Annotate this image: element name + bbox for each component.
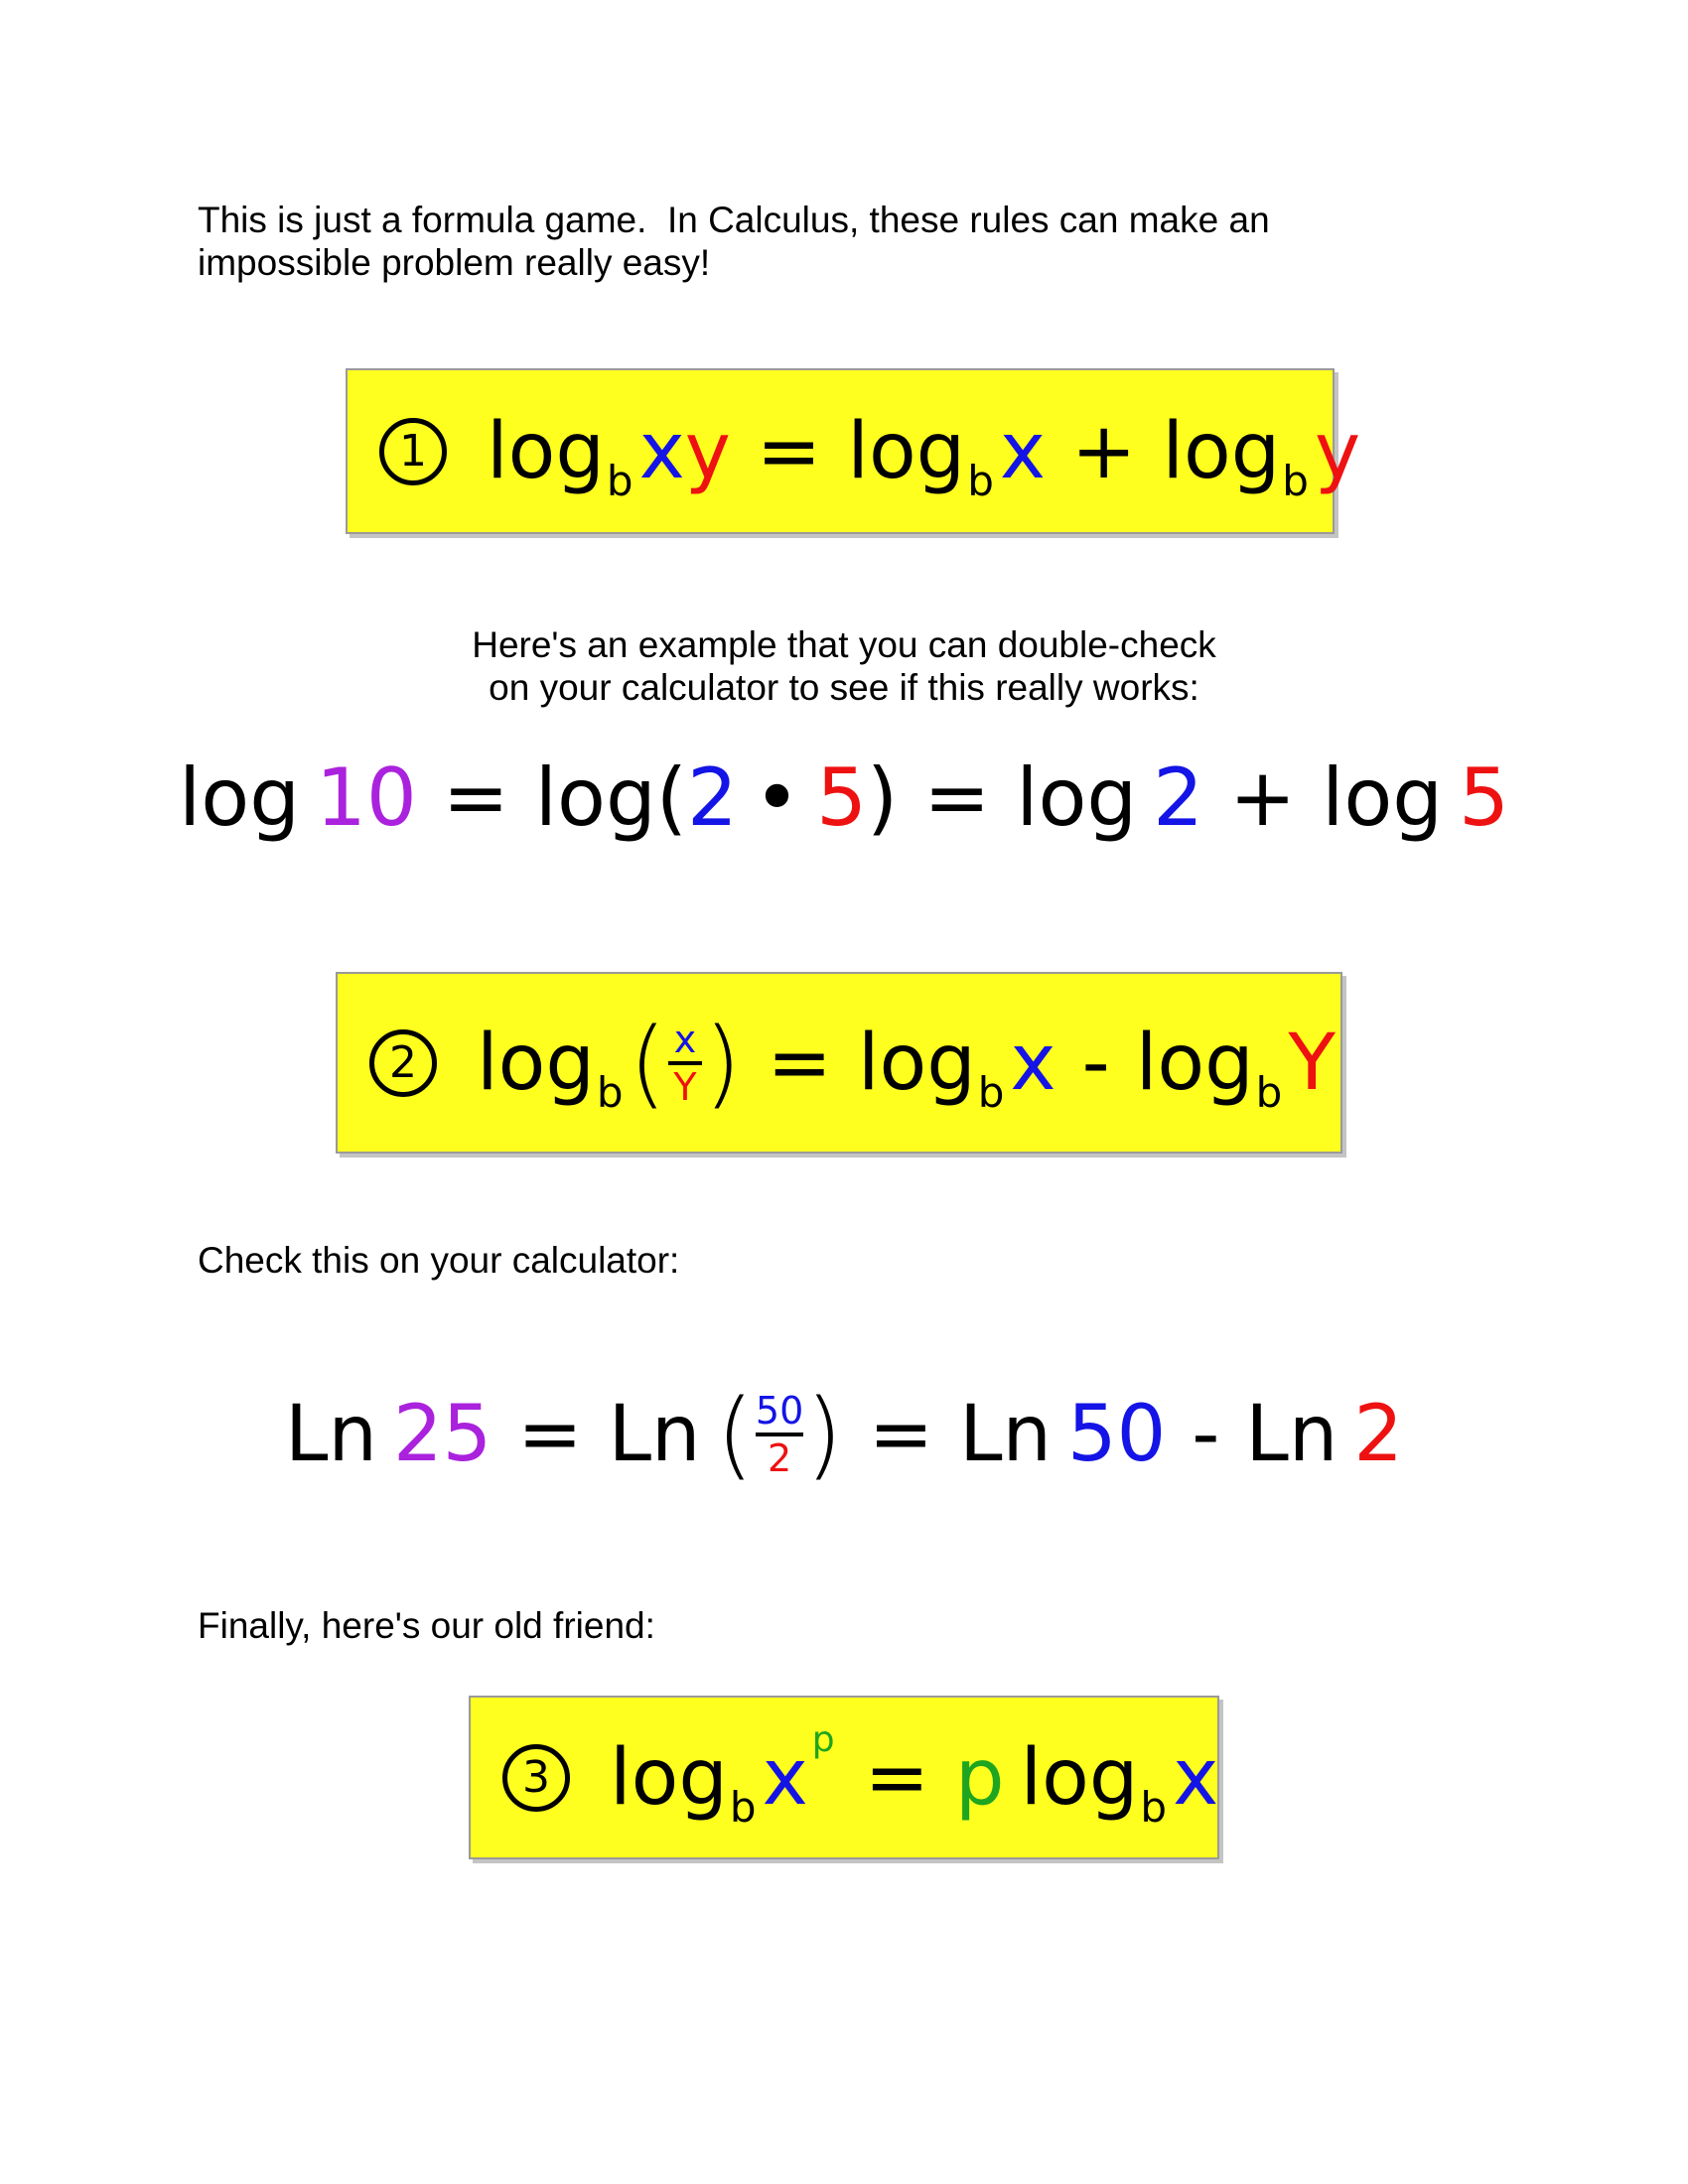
plus-sign: + (1229, 751, 1297, 844)
log-base: b (1282, 457, 1309, 505)
var-x: x (762, 1732, 808, 1823)
example-intro-line-1: Here's an example that you can double-check (472, 624, 1216, 665)
log-text: log (1016, 751, 1138, 844)
minus-sign: - (1081, 1018, 1110, 1108)
log-text: log (847, 406, 966, 496)
value-2: 2 (686, 751, 738, 844)
numerator-50: 50 (755, 1389, 804, 1433)
log-base: b (1255, 1068, 1283, 1117)
rule-2-box (336, 972, 1342, 1154)
rule-1-box (346, 368, 1361, 534)
equals-sign: = (517, 1390, 583, 1479)
log-text: log (477, 1018, 595, 1108)
open-paren: ( (716, 1379, 754, 1490)
open-paren: ( (629, 1007, 667, 1119)
ln-text: Ln (1245, 1390, 1338, 1479)
check-label: Check this on your calculator: (198, 1240, 680, 1281)
var-x: x (1173, 1732, 1219, 1823)
equals-sign: = (767, 1018, 832, 1108)
equals-sign: = (756, 406, 822, 496)
equals-sign: = (923, 751, 991, 844)
log-text: log (610, 1732, 728, 1823)
var-x: x (999, 406, 1047, 496)
value-2: 2 (1353, 1390, 1403, 1479)
multiply-dot: • (753, 751, 801, 844)
equals-sign: = (442, 751, 509, 844)
var-y: Y (1288, 1018, 1336, 1108)
log-text: log (1020, 1732, 1139, 1823)
ln-text: Ln (285, 1390, 377, 1479)
denominator-y: Y (673, 1064, 697, 1109)
log-text: log (534, 751, 656, 844)
close-paren: ) (866, 751, 899, 844)
close-paren: ) (704, 1007, 742, 1119)
rule-2-formula (369, 974, 1336, 1152)
example-2-equation (0, 1370, 1688, 1499)
ln-text: Ln (608, 1390, 701, 1479)
coefficient-p: p (954, 1732, 1005, 1823)
value-25: 25 (392, 1390, 492, 1479)
denominator-2: 2 (768, 1436, 792, 1480)
close-paren: ) (805, 1379, 843, 1490)
value-2: 2 (1153, 751, 1204, 844)
var-x: x (1010, 1018, 1056, 1108)
log-base: b (967, 457, 994, 505)
log-text: log (1135, 1018, 1254, 1108)
log-text: log (1162, 406, 1281, 496)
ln-text: Ln (959, 1390, 1052, 1479)
log-base: b (606, 457, 633, 505)
log-text: log (857, 1018, 976, 1108)
intro-line-2: impossible problem really easy! (198, 242, 711, 283)
equals-sign: = (868, 1390, 934, 1479)
finally-label: Finally, here's our old friend: (198, 1605, 655, 1646)
plus-sign: + (1071, 406, 1137, 496)
log-base: b (977, 1068, 1005, 1117)
fraction-50-over-2 (756, 1391, 803, 1478)
value-5: 5 (1459, 751, 1509, 844)
example-1-equation (0, 743, 1688, 852)
exponent-p: p (811, 1719, 835, 1760)
rule-3-formula (502, 1698, 1218, 1857)
minus-sign: - (1192, 1390, 1220, 1479)
log-base: b (596, 1068, 624, 1117)
rule-number-3: 3 (502, 1744, 570, 1812)
rule-1-formula (379, 370, 1360, 532)
log-text: log (1322, 751, 1444, 844)
fraction-x-over-y (668, 1017, 702, 1109)
var-y: y (684, 406, 731, 496)
equals-sign: = (864, 1732, 929, 1823)
var-x: x (638, 406, 685, 496)
example-intro-line-2: on your calculator to see if this really works: (489, 667, 1199, 708)
value-10: 10 (315, 751, 417, 844)
rule-number-2: 2 (369, 1029, 437, 1097)
rule-number-1: 1 (379, 418, 447, 485)
log-base: b (1140, 1783, 1168, 1832)
intro-line-1: This is just a formula game. In Calculus, these rules can make an (198, 200, 1270, 240)
numerator-x: x (673, 1017, 697, 1061)
log-text: log (487, 406, 605, 496)
example-intro (0, 623, 1688, 709)
log-text: log (179, 751, 300, 844)
fraction-bar (668, 1061, 702, 1065)
open-paren: ( (655, 751, 687, 844)
rule-3-box (469, 1696, 1219, 1859)
value-5: 5 (816, 751, 867, 844)
var-y: y (1314, 406, 1361, 496)
log-base: b (729, 1783, 757, 1832)
intro-paragraph (198, 199, 1439, 284)
value-50: 50 (1067, 1390, 1167, 1479)
